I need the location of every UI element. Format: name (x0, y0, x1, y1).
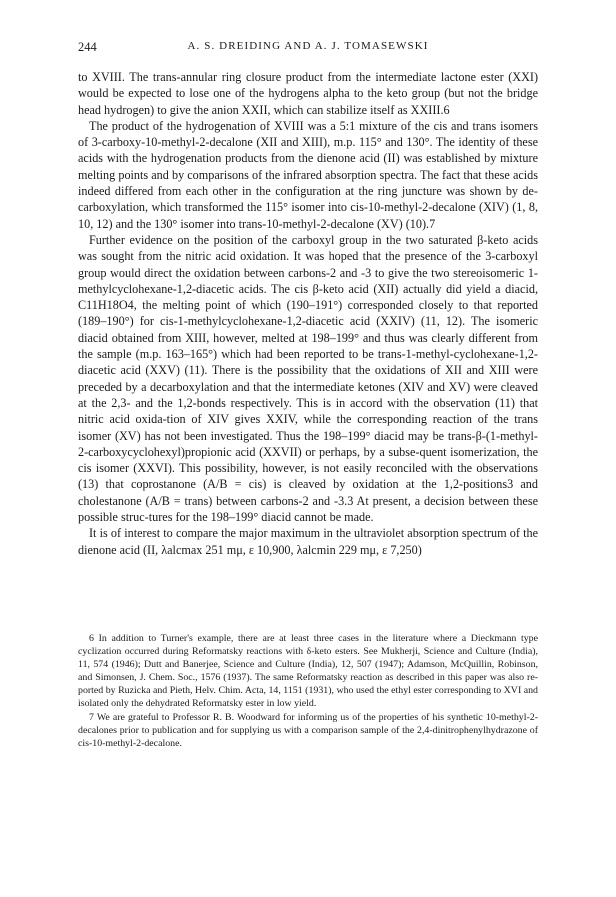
paragraph: to XVIII. The trans-annular ring closure product from the intermediate lactone ester (XXI) would be expected to lose one of the hydrogens alpha to the keto group (but not the bridge head hydrogen) to give the anion XXII, which can stabilize itself as XXIII.6 (78, 70, 538, 117)
footnotes (78, 632, 538, 750)
footnote: 6 In addition to Turner's example, there are at least three cases in the literature where a Dieckmann type cyclization occurred during Reformatsky reactions with δ-keto esters. See Mukherji, Science and Culture (India), 11, 574 (1946); Dutt and Banerjee, Science and Culture (India), 12, 507 (1947); Adamson, McQuillin, Robinson, and Simonsen, J. Chem. Soc., 1576 (1937). The same Reformatsky reaction as described in this paper was also re-ported by Ruzicka and Pieth, Helv. Chim. Acta, 14, 1151 (1931), who used the ethyl ester corresponding to XVI and isolated only the dehydrated Reformatsky ester in low yield. (78, 633, 538, 710)
footnote: 7 We are grateful to Professor R. B. Woodward for informing us of the properties of his synthetic 10-methyl-2-decalones prior to publication and for supplying us with a comparison sample of the 2,4-dinitrophenylhydrazone of cis-10-methyl-2-decalone. (78, 711, 538, 749)
running-head: A. S. DREIDING AND A. J. TOMASEWSKI (187, 40, 429, 52)
paragraph: It is of interest to compare the major maximum in the ultraviolet absorption spectrum of the dienone acid (II, λalcmax 251 mμ, ε 10,900, λalcmin 229 mμ, ε 7,250) (78, 526, 538, 557)
body-text (78, 69, 538, 558)
page-header (78, 40, 538, 56)
paragraph: The product of the hydrogenation of XVIII was a 5:1 mixture of the cis and trans isomers of 3-carboxy-10-methyl-2-decalone (XII and XIII), m.p. 115° and 130°. The identity of these acids with the hydrogenation products from the dienone acid (II) was established by mixture melting points and by comparisons of the infrared absorption spectra. The fact that these acids indeed differed from each other in the configuration at the ring juncture was shown by de-carboxylation, which transformed the 115° isomer into cis-10-methyl-2-decalone (XIV) (1, 8, 10, 12) and the 130° isomer into trans-10-methyl-2-decalone (XV) (10).7 (78, 118, 538, 231)
paragraph: Further evidence on the position of the carboxyl group in the two saturated β-keto acids was sought from the nitric acid oxidation. It was hoped that the presence of the 3-carboxyl group would direct the oxidation between carbons-2 and -3 to give the two stereoisomeric 1-methylcyclohexane-1,2-diacetic acids. The cis β-keto acid (XII) actually did yield a diacid, C11H18O4, the melting point of which (190–191°) corresponded closely to that reported (189–190°) for cis-1-methylcyclohexane-1,2-diacetic acid (XXIV) (11, 12). The isomeric diacid obtained from XIII, however, melted at 198–199° and thus was clearly different from the sample (m.p. 163–165°) which had been reported to be trans-1-methyl-cyclohexane-1,2-diacetic acid (XXV) (11). There is the possibility that the oxidations of XII and XIII were preceded by a decarboxylation and that the intermediate ketones (XIV and XV) were cleaved at the 2,3- and the 1,2-bonds respectively. This is in accord with the observation (11) that nitric acid oxida-tion of XIV gives XXIV, while the corresponding reaction of the trans isomer (XV) has not been investigated. Thus the 198–199° diacid may be trans-β-(1-methyl-2-carboxycyclohexyl)propionic acid (XXVII) or perhaps, by a subse-quent isomerization, the cis isomer (XXVI). This possibility, however, is not easily reconciled with the observations (13) that coprostanone (A/B = cis) is cleaved by oxidation at the 1,2-positions3 and cholestanone (A/B = trans) between carbons-2 and -3.3 At present, a decision between these possible struc-tures for the 198–199° diacid cannot be made. (78, 232, 538, 525)
page-number: 244 (78, 40, 97, 54)
